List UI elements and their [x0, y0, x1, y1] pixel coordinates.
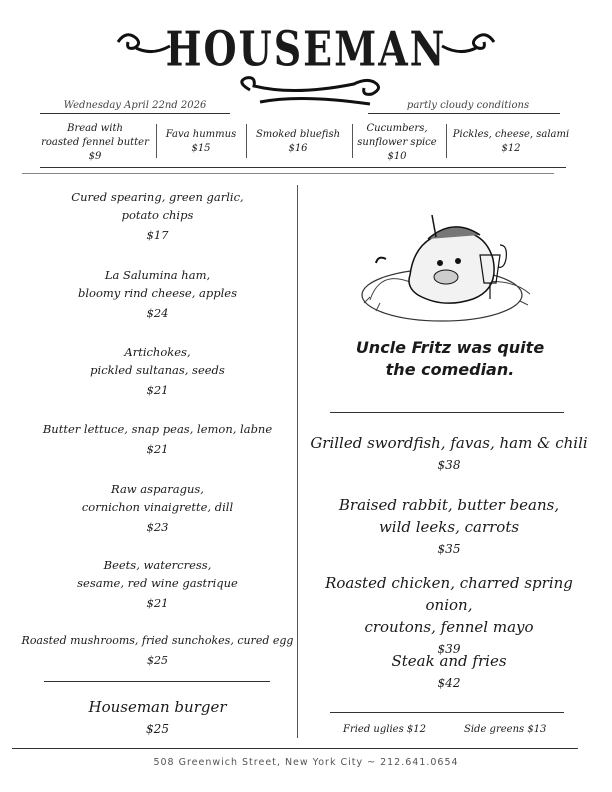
menu-item: Beets, watercress, sesame, red wine gastrique $21: [77, 558, 238, 610]
divider: [330, 412, 564, 413]
divider: [12, 748, 578, 749]
divider: [352, 124, 353, 158]
divider: [44, 681, 270, 682]
main-item: Roasted chicken, charred spring onion, croutons, fennel mayo $39: [325, 574, 573, 656]
divider: [22, 173, 554, 174]
illustration-caption: Uncle Fritz was quite the comedian.: [355, 338, 545, 379]
starter-item: Cucumbers, sunflower spice $10: [357, 123, 437, 162]
side-item: Side greens $13: [464, 724, 547, 735]
divider: [446, 124, 447, 158]
divider: [330, 712, 564, 713]
menu-item: Butter lettuce, snap peas, lemon, labne $21: [42, 422, 273, 456]
main-item: Braised rabbit, butter beans, wild leeks, carrots $35: [338, 496, 560, 556]
menu-item: Cured spearing, green garlic, potato chips $17: [71, 190, 244, 242]
starter-item: Fava hummus $15: [165, 129, 237, 154]
menu-item: Roasted mushrooms, fried sunchokes, cured egg $25: [21, 634, 294, 667]
weather-note: partly cloudy conditions: [406, 100, 530, 111]
main-item: Grilled swordfish, favas, ham & chili $38: [310, 434, 588, 472]
starter-item: Bread with roasted fennel butter $9: [41, 123, 149, 162]
brand-title: HOUSEMAN: [165, 20, 447, 77]
main-item: Steak and fries $42: [391, 652, 507, 690]
menu-date: Wednesday April 22nd 2026: [63, 100, 207, 111]
menu-item: La Salumina ham, bloomy rind cheese, apples $24: [78, 268, 237, 320]
houseman-logo: [110, 22, 502, 112]
divider: [368, 113, 560, 114]
divider: [40, 113, 230, 114]
footer-address: 508 Greenwich Street, New York City ~ 212.641.0654: [153, 757, 459, 768]
starter-item: Pickles, cheese, salami $12: [452, 129, 570, 154]
menu-item: Raw asparagus, cornichon vinaigrette, dill $23: [81, 482, 234, 534]
divider: [156, 124, 157, 158]
column-divider: [297, 185, 298, 738]
menu-item: Artichokes, pickled sultanas, seeds $21: [90, 345, 225, 397]
side-item: Fried uglies $12: [343, 724, 426, 735]
starter-item: Smoked bluefish $16: [255, 129, 341, 154]
divider: [40, 167, 566, 168]
burger-item: Houseman burger $25: [88, 698, 227, 736]
divider: [246, 124, 247, 158]
